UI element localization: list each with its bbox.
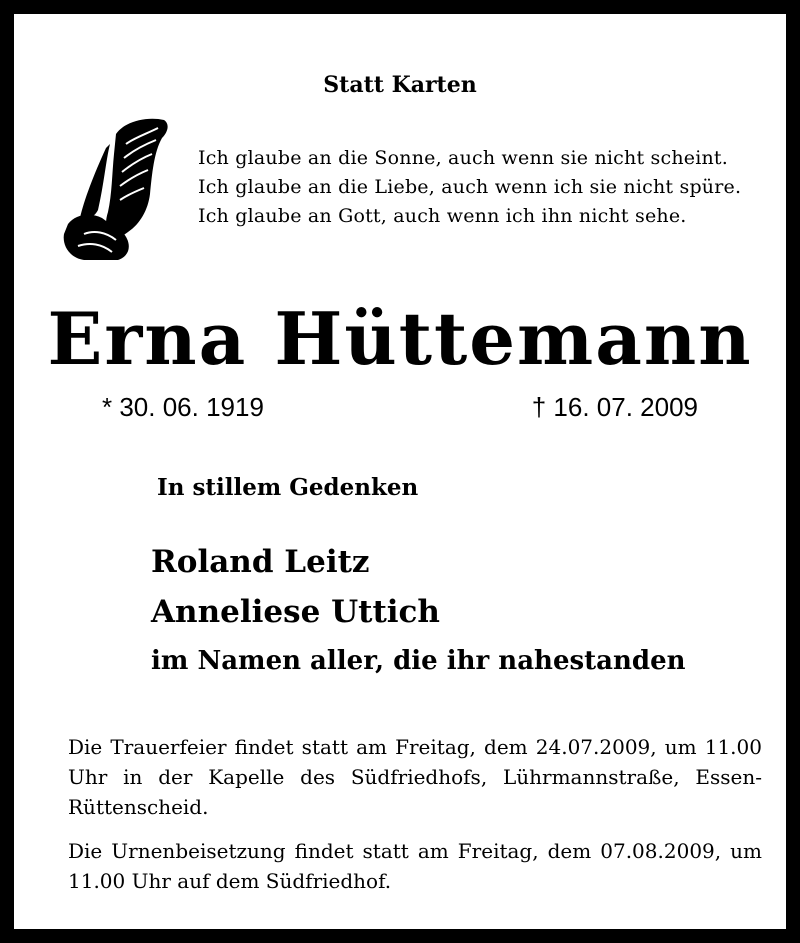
family-line: im Namen aller, die ihr nahestanden xyxy=(151,646,686,676)
service-info: Die Trauerfeier findet statt am Freitag, dem 24.07.2009, um 11.00 Uhr in der Kapelle des Südfriedhofs, Lührmannstraße, Essen-Rüttenscheid. xyxy=(68,735,762,819)
poem-line: Ich glaube an Gott, auch wenn ich ihn nicht sehe. xyxy=(198,205,687,227)
praying-hands-icon xyxy=(54,114,174,264)
mourner-name: Anneliese Uttich xyxy=(151,594,440,630)
deceased-name: Erna Hüttemann xyxy=(47,296,753,381)
death-date: † 16. 07. 2009 xyxy=(531,392,698,422)
birth-date: * 30. 06. 1919 xyxy=(102,392,264,422)
notice-heading: Statt Karten xyxy=(323,72,477,98)
burial-info: Die Urnenbeisetzung findet statt am Freitag, dem 07.08.2009, um 11.00 Uhr auf dem Südfriedhof. xyxy=(68,839,762,893)
poem-line: Ich glaube an die Sonne, auch wenn sie nicht scheint. xyxy=(198,147,728,169)
poem xyxy=(198,144,741,231)
memory-line: In stillem Gedenken xyxy=(157,474,419,501)
mourner-name: Roland Leitz xyxy=(151,544,370,580)
poem-line: Ich glaube an die Liebe, auch wenn ich sie nicht spüre. xyxy=(198,176,742,198)
